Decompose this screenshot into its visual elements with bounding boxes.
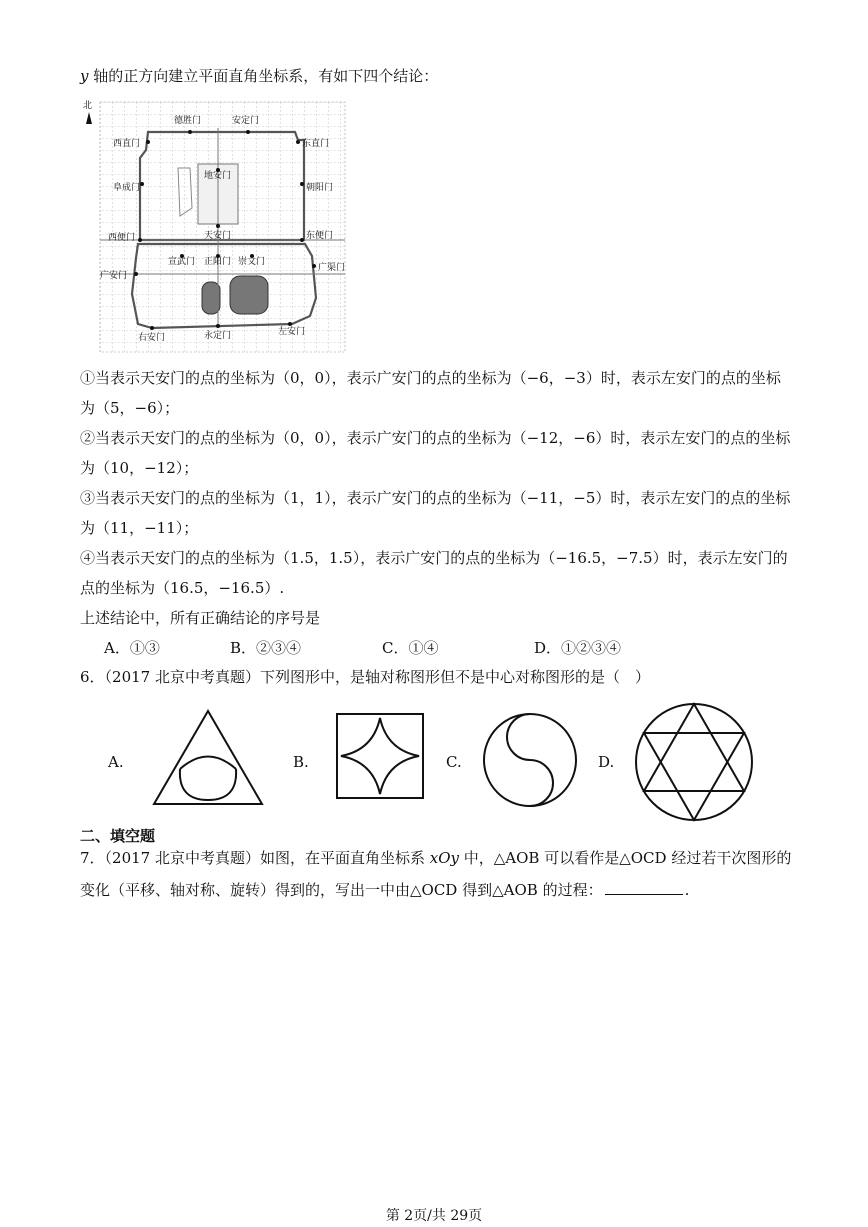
q5-option-d[interactable]: D．①②③④ [534, 639, 622, 657]
label-zhengyangmen: 正阳门 [204, 257, 232, 267]
q7-answer-blank[interactable] [605, 880, 683, 895]
temple-of-agriculture [202, 282, 220, 314]
q7-line1 [80, 848, 791, 868]
statement-4-line1: ④当表示天安门的点的坐标为（1.5，1.5），表示广安门的点的坐标为（−16.5，−7.5）时，表示左安门的 [80, 549, 788, 567]
label-fuchengmen: 阜成门 [113, 183, 141, 193]
q7-var: xOy [429, 849, 459, 867]
intro-text: 轴的正方向建立平面直角坐标系，有如下四个结论： [88, 67, 439, 85]
label-guangqumen: 广渠门 [318, 263, 346, 273]
q7-line2 [80, 880, 689, 900]
label-chaoyangmen: 朝阳门 [306, 183, 334, 193]
q5-option-b[interactable]: B．②③④ [230, 639, 302, 657]
q7-line2-a: 变化（平移、轴对称、旋转）得到的，写出一中由△OCD 得到△AOB 的过程： [80, 881, 603, 899]
beijing-gate-map [80, 98, 350, 358]
q5-question: 上述结论中，所有正确结论的序号是 [80, 609, 321, 627]
statement-4-line2: 点的坐标为（16.5，−16.5）. [80, 579, 285, 597]
q6-question: 6．（2017 北京中考真题）下列图形中，是轴对称图形但不是中心对称图形的是（ ） [80, 668, 650, 686]
label-deshengmen: 德胜门 [174, 116, 202, 126]
label-chongwenmen: 崇文门 [238, 257, 266, 267]
label-zuoanmen: 左安门 [278, 327, 306, 337]
label-youanmen: 右安门 [138, 333, 166, 343]
label-dongbianmen: 东便门 [306, 231, 334, 241]
q6-figure-b-square-star[interactable] [335, 712, 425, 802]
statement-1-line2: 为（5，−6）； [80, 399, 180, 417]
intro-line [80, 66, 438, 86]
q6-label-b[interactable]: B. [293, 753, 309, 771]
label-dianmen: 地安门 [204, 171, 232, 181]
q6-figure-a-triangle[interactable] [150, 708, 266, 808]
q6-label-d[interactable]: D. [598, 753, 615, 771]
page-footer: 第 2页/共 29页 [385, 1208, 483, 1224]
label-xibianmen: 西便门 [108, 233, 136, 243]
q7-line1-b: 中，△AOB 可以看作是△OCD 经过若干次图形的 [459, 849, 792, 867]
label-guanganmen: 广安门 [100, 271, 128, 281]
statement-3-line2: 为（11，−11）； [80, 519, 199, 537]
label-yongdingmen: 永定门 [204, 331, 232, 341]
q7-line1-a: 7．（2017 北京中考真题）如图，在平面直角坐标系 [80, 849, 430, 867]
q5-option-c[interactable]: C．①④ [382, 639, 439, 657]
label-xizhimen: 西直门 [113, 139, 141, 149]
q6-label-c[interactable]: C. [446, 753, 462, 771]
temple-of-heaven [230, 276, 268, 314]
statement-1-line1: ①当表示天安门的点的坐标为（0，0），表示广安门的点的坐标为（−6，−3）时，表示左安门的点的坐标 [80, 369, 781, 387]
label-andingmen: 安定门 [232, 116, 260, 126]
north-label: 北 [83, 101, 93, 111]
q6-label-a[interactable]: A. [108, 753, 124, 771]
statement-3-line1: ③当表示天安门的点的坐标为（1，1），表示广安门的点的坐标为（−11，−5）时，表示左安门的点的坐标 [80, 489, 791, 507]
statement-2-line2: 为（10，−12）； [80, 459, 199, 477]
q6-figure-c-yin-yang[interactable] [480, 710, 580, 810]
label-dongzhimen: 东直门 [302, 139, 330, 149]
label-tiananmen: 天安门 [204, 231, 232, 241]
y-variable: y [80, 67, 89, 85]
label-xuanwumen: 宣武门 [168, 257, 196, 267]
q5-option-a[interactable]: A．①③ [104, 639, 160, 657]
q6-figure-d-hexagram[interactable] [632, 700, 756, 824]
q7-line2-b: . [684, 881, 690, 899]
north-arrow-icon [86, 112, 92, 124]
statement-2-line1: ②当表示天安门的点的坐标为（0，0），表示广安门的点的坐标为（−12，−6）时，表示左安门的点的坐标 [80, 429, 791, 447]
section-title: 二、填空题 [80, 827, 156, 845]
